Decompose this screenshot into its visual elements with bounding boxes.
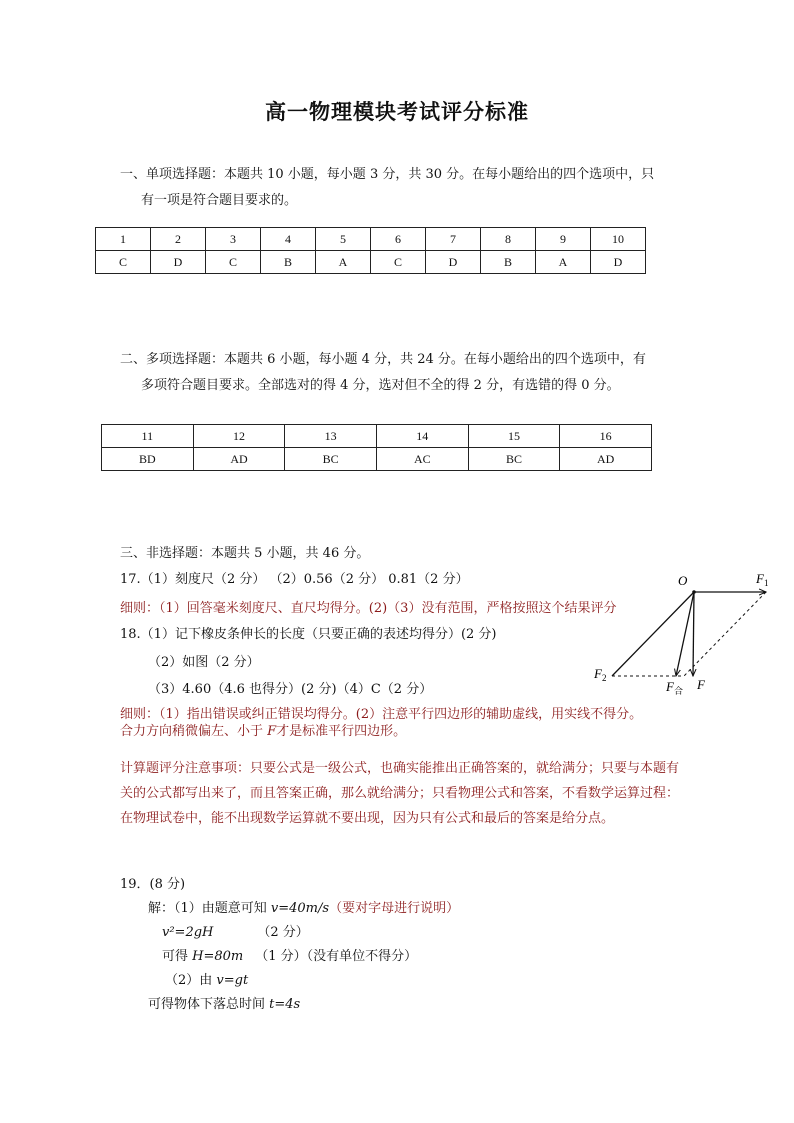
- section2-line1: 二、多项选择题：本题共 6 小题，每小题 4 分，共 24 分。在每小题给出的四个选项中，有: [120, 352, 646, 367]
- q18-part1: 18.（1）记下橡皮条伸长的长度（只要正确的表述均得分）(2 分): [120, 627, 497, 642]
- question-number-cell: 14: [376, 425, 468, 448]
- q17-note: 细则：（1）回答毫米刻度尺、直尺均得分。(2)（3）没有范围，严格按照这个结果评分: [120, 601, 617, 616]
- label-o: O: [678, 573, 688, 588]
- answer-cell: D: [151, 251, 206, 274]
- answer-cell: AD: [560, 448, 652, 471]
- question-number-cell: 10: [591, 228, 646, 251]
- question-number-cell: 5: [316, 228, 371, 251]
- q19-line3: 可得 H=80m （1 分）（没有单位不得分）: [162, 949, 418, 964]
- answer-cell: D: [591, 251, 646, 274]
- answer-cell: A: [316, 251, 371, 274]
- q19-line5: 可得物体下落总时间 t=4s: [148, 997, 301, 1012]
- answer-cell: BC: [468, 448, 560, 471]
- q18-note1: 细则：（1）指出错误或纠正错误均得分。(2）注意平行四边形的辅助虚线，用实线不得分。: [120, 707, 643, 722]
- section2-line2: 多项符合题目要求。全部选对的得 4 分，选对但不全的得 2 分，有选错的得 0 分。: [141, 378, 620, 393]
- question-number-cell: 4: [261, 228, 316, 251]
- auxiliary-dashed-line-right: [684, 592, 766, 676]
- question-number-cell: 2: [151, 228, 206, 251]
- single-choice-answer-table: [95, 227, 646, 274]
- table-row-answers: [102, 448, 652, 471]
- question-number-cell: 6: [371, 228, 426, 251]
- question-number-cell: 15: [468, 425, 560, 448]
- question-number-cell: 16: [560, 425, 652, 448]
- table-row-answers: [96, 251, 646, 274]
- answer-cell: AD: [193, 448, 285, 471]
- question-number-cell: 13: [285, 425, 377, 448]
- force-f2-line: [612, 592, 694, 676]
- question-number-cell: 1: [96, 228, 151, 251]
- answer-cell: B: [261, 251, 316, 274]
- question-number-cell: 12: [193, 425, 285, 448]
- answer-cell: D: [426, 251, 481, 274]
- q18-note2: 合力方向稍微偏左、小于 F才是标准平行四边形。: [120, 724, 407, 739]
- answer-cell: C: [206, 251, 261, 274]
- answer-cell: A: [536, 251, 591, 274]
- calculation-scoring-note: 计算题评分注意事项：只要公式是一级公式，也确实能推出正确答案的，就给满分；只要与本题有关的公式都写出来了，而且答案正确，那么就给满分；只看物理公式和答案，不看数学运算过程：在物理试卷中，能不出现数学运算就不要出现，因为只有公式和最后的答案是给分点。: [120, 761, 680, 826]
- question-number-cell: 7: [426, 228, 481, 251]
- q19-header: 19．(8 分): [120, 877, 186, 892]
- q19-line2: v²=2gH （2 分）: [162, 925, 309, 940]
- q18-part2: （2）如图（2 分）: [148, 655, 260, 670]
- label-f-resultant: $F_合$: [666, 679, 683, 696]
- answer-cell: C: [371, 251, 426, 274]
- page-title: 高一物理模块考试评分标准: [265, 99, 529, 124]
- force-parallelogram-figure: [590, 565, 780, 700]
- label-f2: $F_2$: [594, 666, 607, 683]
- q19-line1: 解：（1）由题意可知 v=40m/s（要对字母进行说明）: [148, 901, 460, 916]
- multiple-choice-answer-table: [101, 424, 652, 471]
- question-number-cell: 3: [206, 228, 261, 251]
- question-number-cell: 8: [481, 228, 536, 251]
- table-row-numbers: [102, 425, 652, 448]
- q18-part3: （3）4.60（4.6 也得分）(2 分)（4）C（2 分）: [148, 682, 433, 697]
- answer-cell: BC: [285, 448, 377, 471]
- table-row-numbers: [96, 228, 646, 251]
- section1-line1: 一、单项选择题：本题共 10 小题，每小题 3 分，共 30 分。在每小题给出的四个选项中，只: [120, 167, 655, 182]
- answer-cell: BD: [102, 448, 194, 471]
- question-number-cell: 11: [102, 425, 194, 448]
- section1-line2: 有一项是符合题目要求的。: [141, 193, 298, 208]
- q17-answer: 17.（1）刻度尺（2 分） （2）0.56（2 分） 0.81（2 分）: [120, 572, 469, 587]
- label-f: F: [697, 677, 705, 692]
- answer-cell: AC: [376, 448, 468, 471]
- answer-cell: C: [96, 251, 151, 274]
- label-f1: $F_1$: [756, 571, 769, 588]
- resultant-force-arrow: [676, 592, 694, 676]
- section3-heading: 三、非选择题：本题共 5 小题，共 46 分。: [120, 546, 370, 561]
- question-number-cell: 9: [536, 228, 591, 251]
- q19-line4: （2）由 v=gt: [165, 973, 249, 988]
- force-f-arrow: [693, 592, 694, 676]
- answer-cell: B: [481, 251, 536, 274]
- origin-point: [692, 590, 696, 594]
